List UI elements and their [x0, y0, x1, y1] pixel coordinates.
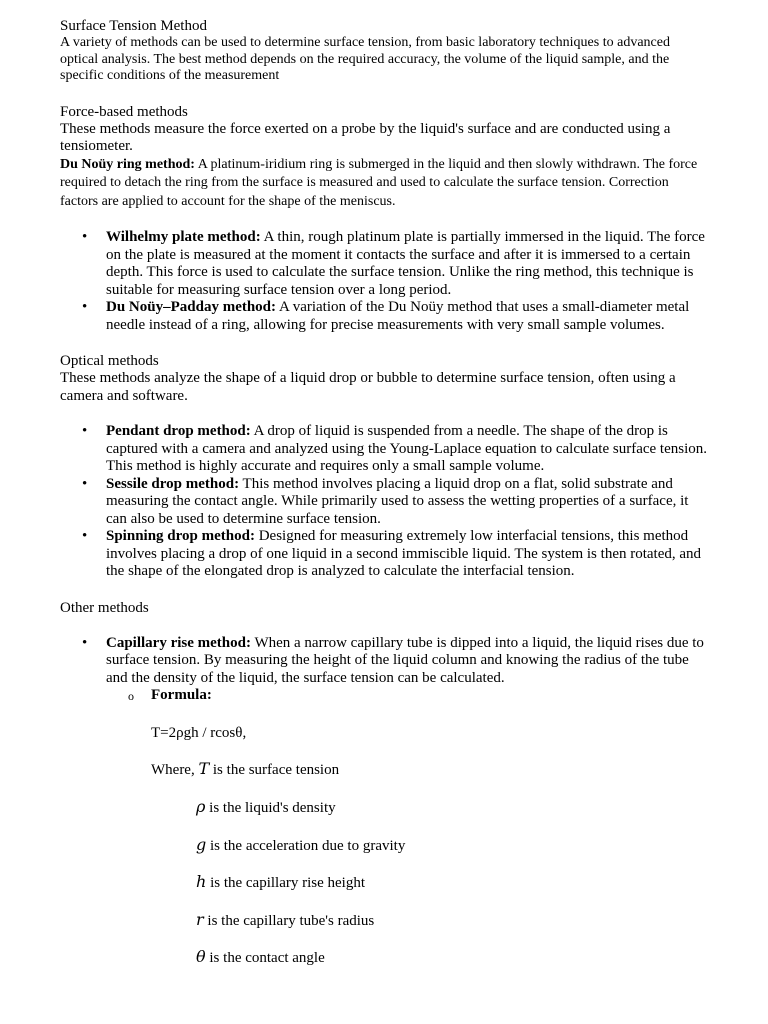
ring-method-paragraph: [60, 156, 710, 212]
list-item-text: This method involves placing a liquid drop on a flat, solid substrate and measuring the contact angle. While primarily used to assess the wetting properties of a surface, it can also be used to determine surface tension.: [106, 475, 689, 527]
bullet-icon: •: [82, 299, 88, 315]
variable-text: is the liquid's density: [205, 799, 336, 816]
optical-heading: Optical methods: [60, 353, 159, 369]
list-item-text: When a narrow capillary tube is dipped into a liquid, the liquid rises due to surface tension. By measuring the height of the liquid column and knowing the radius of the tube and the density of the liquid, the surface tension can be calculated.: [106, 634, 704, 686]
ring-method-text: A platinum-iridium ring is submerged in the liquid and then slowly withdrawn. The force required to detach the ring from the surface is measured and used to calculate the surface tension. Correction factors are applied to account for the shape of the meniscus.: [60, 156, 698, 209]
list-item-term: Sessile drop method:: [106, 475, 240, 492]
sub-bullet-icon: o: [128, 689, 134, 703]
symbol-h: h: [196, 871, 207, 891]
list-item: [60, 423, 710, 476]
list-item-text: A drop of liquid is suspended from a needle. The shape of the drop is captured with a camera and analyzed using the Young-Laplace equation to calculate surface tension. This method is highly accurate and requires only a small sample volume.: [106, 423, 708, 474]
list-item-term: Capillary rise method:: [106, 634, 251, 651]
formula-sub-item: [60, 687, 710, 705]
bullet-icon: •: [82, 634, 88, 651]
optical-method-list: [60, 423, 710, 581]
symbol-rho: ρ: [196, 796, 206, 816]
optical-intro: These methods analyze the shape of a liquid drop or bubble to determine surface tension, often using a camera and software.: [60, 370, 676, 404]
variable-text: is the acceleration due to gravity: [206, 837, 406, 854]
bullet-icon: •: [82, 475, 88, 492]
list-item: [60, 528, 710, 581]
variable-text: is the capillary tube's radius: [203, 912, 375, 929]
document-title: Surface Tension Method: [60, 18, 207, 34]
other-heading: Other methods: [60, 599, 149, 616]
list-item: [60, 299, 710, 334]
symbol-theta: θ: [196, 946, 206, 966]
ring-method-term: Du Noüy ring method:: [60, 156, 195, 172]
variable-line: [60, 836, 710, 855]
bullet-icon: •: [82, 229, 88, 245]
list-item-term: Pendant drop method:: [106, 423, 251, 439]
variable-line: [60, 873, 710, 892]
list-item-term: Wilhelmy plate method:: [106, 229, 261, 245]
bullet-icon: •: [82, 423, 88, 439]
variable-line: [60, 798, 710, 817]
variable-text: is the contact angle: [205, 949, 325, 966]
variable-line: [60, 948, 710, 967]
force-method-list: [60, 229, 710, 334]
where-prefix: Where,: [151, 761, 199, 778]
force-intro: These methods measure the force exerted on a probe by the liquid's surface and are conducted using a tensiometer.: [60, 120, 671, 154]
symbol-r: r: [196, 909, 204, 929]
symbol-g: g: [196, 834, 207, 854]
force-heading: Force-based methods: [60, 103, 188, 120]
formula-expression: T=2ρgh / rcosθ,: [151, 724, 247, 741]
where-text: is the surface tension: [209, 761, 340, 778]
list-item-text: Designed for measuring extremely low interfacial tensions, this method involves placing a drop of one liquid in a second immiscible liquid. The system is then rotated, and the shape of the elongated drop is analyzed to calculate the interfacial tension.: [106, 528, 702, 579]
variable-text: is the capillary rise height: [206, 874, 366, 891]
other-method-list: [60, 635, 710, 688]
variable-line: [60, 911, 710, 930]
intro-paragraph: A variety of methods can be used to determine surface tension, from basic laboratory techniques to advanced optical analysis. The best method depends on the required accuracy, the volume of the liquid sample, and the specific conditions of the measurement: [60, 35, 670, 83]
bullet-icon: •: [82, 528, 88, 544]
list-item-term: Spinning drop method:: [106, 528, 255, 544]
list-item-text: A variation of the Du Noüy method that uses a small-diameter metal needle instead of a ring, allowing for precise measurements with very small sample volumes.: [106, 299, 690, 333]
list-item: [60, 229, 710, 299]
document-page: [60, 17, 710, 967]
list-item: [60, 635, 710, 688]
list-item-text: A thin, rough platinum plate is partially immersed in the liquid. The force on the plate is measured at the moment it contacts the surface and after it is immersed to a certain depth. This force is used to calculate the surface tension. Unlike the ring method, this technique is suitable for measuring surface tension over a long period.: [106, 229, 705, 298]
symbol-t: T: [198, 758, 210, 778]
where-line: [60, 760, 710, 779]
list-item: [60, 476, 710, 529]
list-item-term: Du Noüy–Padday method:: [106, 299, 277, 315]
formula-label: Formula:: [151, 687, 212, 703]
